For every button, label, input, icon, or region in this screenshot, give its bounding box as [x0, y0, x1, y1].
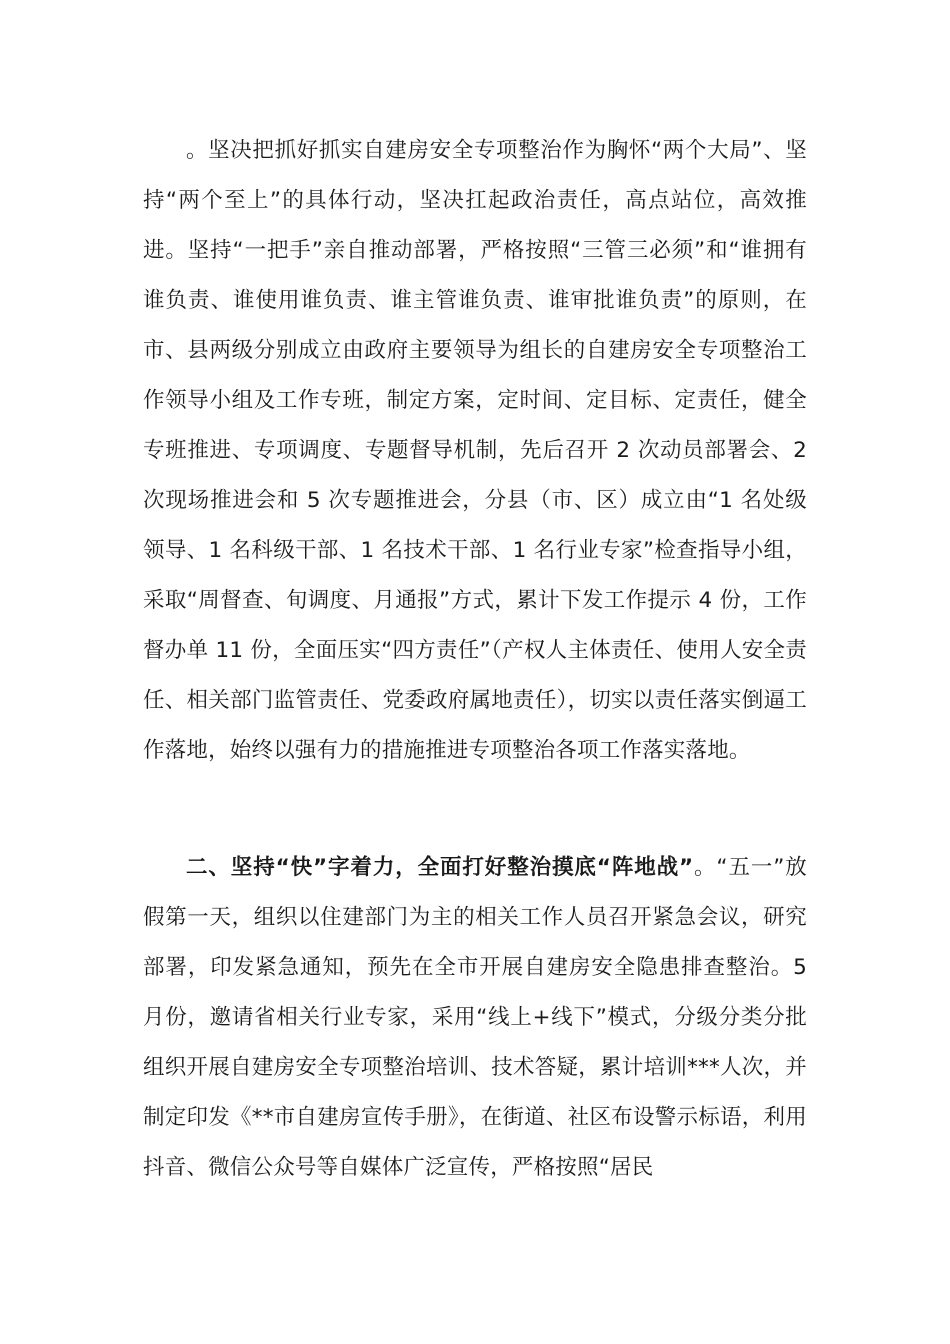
paragraph-1-text: 。坚决把抓好抓实自建房安全专项整治作为胸怀“两个大局”、坚持“两个至上”的具体行动，坚决扛起政治责任，高点站位，高效推进。坚持“一把手”亲自推动部署，严格按照“三管三必须”和“谁拥有谁负责、谁使用谁负责、谁主管谁负责、谁审批谁负责”的原则，在市、县两级分别成立由政府主要领导为组长的自建房安全专项整治工作领导小组及工作专班，制定方案，定时间、定目标、定责任，健全专班推进、专项调度、专题督导机制，先后召开 2 次动员部署会、2 次现场推进会和 5 次专题推进会，分县（市、区）成立由“1 名处级领导、1 名科级干部、1 名技术干部、1 名行业专家”检查指导小组，采取“周督查、旬调度、月通报”方式，累计下发工作提示 4 份，工作督办单 11 份，全面压实“四方责任”（产权人主体责任、使用人安全责任、相关部门监管责任、党委政府属地责任），切实以责任落实倒逼工作落地，始终以强有力的措施推进专项整治各项工作落实落地。 — [143, 138, 807, 763]
paragraph-2-body: 。“五一”放假第一天，组织以住建部门为主的相关工作人员召开紧急会议，研究部署，印发紧急通知，预先在全市开展自建房安全隐患排查整治。5 月份，邀请省相关行业专家，采用“线上+线下”模式，分级分类分批组织开展自建房安全专项整治培训、技术答疑，累计培训***人次，并制定印发《**市自建房宣传手册》，在街道、社区布设警示标语，利用抖音、微信公众号等自媒体广泛宣传，严格按照“居民 — [143, 855, 807, 1180]
paragraph-2-heading: 二、坚持“快”字着力，全面打好整治摸底“阵地战” — [186, 855, 694, 880]
paragraph-2 — [143, 843, 807, 1193]
paragraph-1 — [143, 126, 807, 776]
